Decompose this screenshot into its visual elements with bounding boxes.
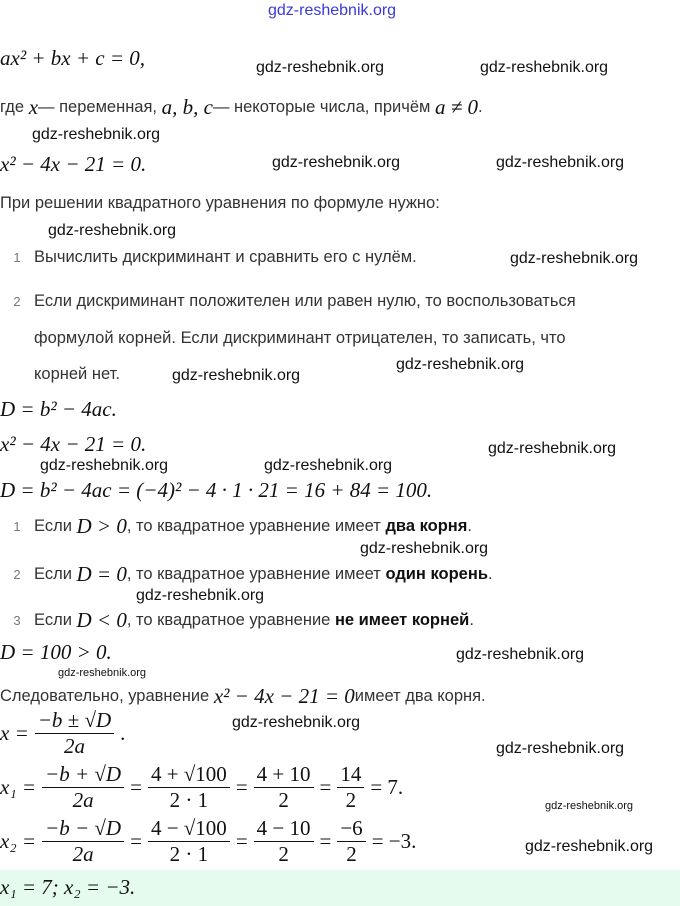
watermark: gdz-reshebnik.org bbox=[172, 367, 301, 384]
case-item bbox=[0, 608, 474, 633]
step-text: корней нет. bbox=[34, 365, 120, 383]
denominator: 2a bbox=[72, 842, 94, 866]
text: . bbox=[467, 517, 472, 535]
numerator: 14 bbox=[337, 762, 364, 788]
fraction bbox=[254, 762, 314, 813]
equals: = bbox=[319, 775, 332, 799]
math: a, b, c bbox=[161, 95, 213, 119]
text: , то квадратное уравнение имеет bbox=[126, 565, 381, 583]
numerator: −b ± √D bbox=[35, 708, 114, 734]
bold-text: два корня bbox=[385, 517, 468, 535]
math: x² − 4x − 21 = 0 bbox=[213, 684, 355, 708]
given-equation-text: x² − 4x − 21 = 0. bbox=[0, 152, 147, 176]
fraction bbox=[254, 816, 314, 867]
text: Если bbox=[34, 517, 72, 535]
watermark: gdz-reshebnik.org bbox=[48, 222, 177, 239]
watermark: gdz-reshebnik.org bbox=[232, 714, 361, 731]
fraction bbox=[148, 816, 230, 867]
watermark: gdz-reshebnik.org bbox=[272, 154, 401, 171]
fraction bbox=[337, 762, 364, 813]
case-number: 2 bbox=[13, 567, 21, 582]
watermark: gdz-reshebnik.org bbox=[360, 540, 489, 557]
math: = −3. bbox=[371, 829, 417, 853]
watermark: gdz-reshebnik.org bbox=[496, 154, 625, 171]
denominator: 2 · 1 bbox=[169, 842, 209, 866]
root-x2 bbox=[0, 816, 416, 867]
numerator: 4 + √100 bbox=[148, 762, 230, 788]
text: , то квадратное уравнение имеет bbox=[126, 517, 381, 535]
discriminant-result bbox=[0, 640, 112, 665]
general-equation-text: ax² + bx + c = 0, bbox=[0, 46, 146, 70]
math: = 7. bbox=[370, 775, 404, 799]
fraction bbox=[337, 816, 365, 867]
math: x₁ = bbox=[0, 775, 37, 799]
watermark: gdz-reshebnik.org bbox=[256, 59, 385, 76]
discriminant-formula bbox=[0, 397, 117, 422]
watermark: gdz-reshebnik.org bbox=[496, 740, 625, 757]
denominator: 2 bbox=[346, 842, 357, 866]
step-text: Если дискриминант положителен или равен нулю, то воспользоваться bbox=[34, 292, 576, 310]
math: x₂ = bbox=[0, 829, 37, 853]
text: — некоторые числа, причём bbox=[212, 98, 431, 116]
numerator: −b − √D bbox=[42, 816, 124, 842]
denominator: 2 bbox=[278, 842, 289, 866]
roots-formula bbox=[0, 708, 125, 759]
watermark: gdz-reshebnik.org bbox=[545, 800, 634, 812]
equals: = bbox=[319, 829, 332, 853]
case-item bbox=[0, 562, 493, 587]
step-item bbox=[0, 248, 417, 267]
fraction bbox=[35, 708, 114, 759]
equals: = bbox=[235, 775, 248, 799]
given-equation bbox=[0, 152, 146, 177]
discriminant-calculation bbox=[0, 478, 432, 503]
numerator: −6 bbox=[337, 816, 365, 842]
fraction bbox=[42, 816, 124, 867]
watermark: gdz-reshebnik.org bbox=[136, 587, 265, 604]
definition-text bbox=[0, 95, 483, 120]
math: x² − 4x − 21 = 0. bbox=[0, 432, 147, 456]
watermark: gdz-reshebnik.org bbox=[480, 59, 609, 76]
math: D = b² − 4ac = (−4)² − 4 · 1 · 21 = 16 + 84 = 100. bbox=[0, 478, 433, 502]
watermark: gdz-reshebnik.org bbox=[456, 646, 585, 663]
text: имеет два корня. bbox=[354, 687, 486, 705]
math: D = 0 bbox=[76, 562, 127, 586]
text: Если bbox=[34, 611, 72, 629]
root-x1 bbox=[0, 762, 403, 813]
conclusion bbox=[0, 684, 486, 709]
denominator: 2a bbox=[63, 734, 85, 758]
numerator: −b + √D bbox=[42, 762, 124, 788]
case-item bbox=[0, 514, 472, 539]
denominator: 2 bbox=[345, 788, 357, 812]
watermark: gdz-reshebnik.org bbox=[40, 457, 169, 474]
watermark: gdz-reshebnik.org bbox=[396, 356, 525, 373]
text: Следовательно, уравнение bbox=[0, 687, 210, 705]
math: x = bbox=[0, 721, 29, 745]
step-number: 2 bbox=[13, 294, 21, 309]
watermark: gdz-reshebnik.org bbox=[58, 667, 147, 679]
steps-intro: При решении квадратного уравнения по формуле нужно: bbox=[0, 194, 440, 212]
text: . bbox=[477, 98, 483, 116]
watermark: gdz-reshebnik.org bbox=[32, 126, 161, 143]
watermark: gdz-reshebnik.org bbox=[510, 250, 639, 267]
step-item bbox=[0, 292, 576, 311]
bold-text: не имеет корней bbox=[334, 611, 470, 629]
numerator: 4 − √100 bbox=[148, 816, 230, 842]
math: D > 0 bbox=[76, 514, 127, 538]
math: D = 100 > 0. bbox=[0, 640, 112, 664]
denominator: 2 bbox=[278, 788, 289, 812]
case-number: 3 bbox=[13, 613, 21, 628]
fraction bbox=[148, 762, 230, 813]
text: . bbox=[469, 611, 474, 629]
text: , то квадратное уравнение bbox=[126, 611, 331, 629]
step-number: 1 bbox=[13, 250, 21, 265]
math: D < 0 bbox=[76, 608, 127, 632]
denominator: 2 · 1 bbox=[169, 788, 209, 812]
math: D = b² − 4ac. bbox=[0, 397, 117, 421]
given-equation-repeat bbox=[0, 432, 146, 457]
step-text: формулой корней. Если дискриминант отрицателен, то записать, что bbox=[34, 329, 566, 347]
case-number: 1 bbox=[13, 519, 21, 534]
text: где bbox=[0, 98, 25, 116]
fraction bbox=[42, 762, 124, 813]
step-text: Вычислить дискриминант и сравнить его с нулём. bbox=[34, 248, 417, 266]
denominator: 2a bbox=[72, 788, 94, 812]
equals: = bbox=[235, 829, 248, 853]
bold-text: один корень bbox=[385, 565, 488, 583]
watermark: gdz-reshebnik.org bbox=[268, 2, 397, 19]
numerator: 4 + 10 bbox=[254, 762, 314, 788]
watermark: gdz-reshebnik.org bbox=[525, 838, 654, 855]
watermark: gdz-reshebnik.org bbox=[488, 440, 617, 457]
text: . bbox=[487, 565, 493, 583]
general-equation bbox=[0, 46, 145, 71]
math: . bbox=[120, 721, 126, 745]
math: x bbox=[28, 95, 39, 119]
equals: = bbox=[130, 775, 142, 799]
equals: = bbox=[130, 829, 142, 853]
text: Если bbox=[34, 565, 72, 583]
numerator: 4 − 10 bbox=[254, 816, 314, 842]
answer bbox=[0, 875, 135, 900]
answer-text: x₁ = 7; x₂ = −3. bbox=[0, 875, 136, 899]
math: a ≠ 0 bbox=[434, 95, 478, 119]
text: — переменная, bbox=[38, 98, 158, 116]
watermark: gdz-reshebnik.org bbox=[264, 457, 393, 474]
